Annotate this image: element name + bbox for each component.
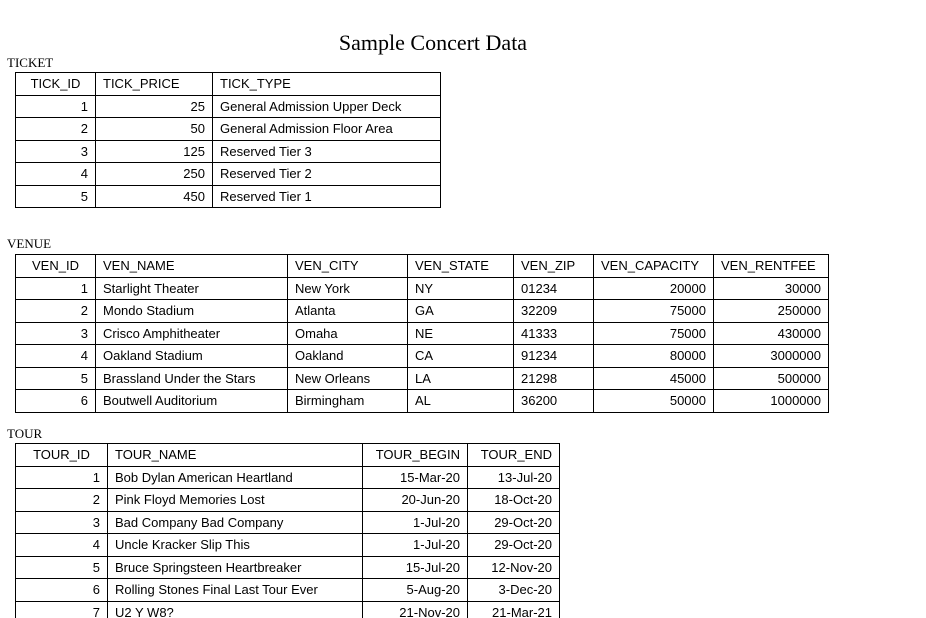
venue-cell: NE (408, 322, 514, 345)
tour-cell: 13-Jul-20 (468, 466, 560, 489)
tour-cell: 4 (16, 534, 108, 557)
ticket-cell: 4 (16, 163, 96, 186)
tour-cell: 3 (16, 511, 108, 534)
venue-cell: 32209 (514, 300, 594, 323)
venue-cell: 91234 (514, 345, 594, 368)
tour-table-label: TOUR (7, 426, 43, 441)
ticket-header-cell: TICK_PRICE (96, 73, 213, 96)
tour-cell: Bruce Springsteen Heartbreaker (108, 556, 363, 579)
venue-cell: Starlight Theater (96, 277, 288, 300)
tour-cell: 1 (16, 466, 108, 489)
venue-header-cell: VEN_NAME (96, 255, 288, 278)
tour-cell: 6 (16, 579, 108, 602)
tour-cell: 20-Jun-20 (363, 489, 468, 512)
table-row (16, 277, 829, 300)
tour-cell: 5 (16, 556, 108, 579)
venue-cell: 36200 (514, 390, 594, 413)
ticket-cell: Reserved Tier 1 (213, 185, 441, 208)
venue-cell: GA (408, 300, 514, 323)
venue-cell: 75000 (594, 300, 714, 323)
ticket-cell: Reserved Tier 3 (213, 140, 441, 163)
table-row (16, 390, 829, 413)
venue-cell: Atlanta (288, 300, 408, 323)
venue-cell: 1000000 (714, 390, 829, 413)
ticket-cell: 5 (16, 185, 96, 208)
ticket-cell: General Admission Upper Deck (213, 95, 441, 118)
venue-cell: 4 (16, 345, 96, 368)
venue-cell: 1 (16, 277, 96, 300)
ticket-cell: 25 (96, 95, 213, 118)
table-row (16, 163, 441, 186)
tour-cell: 21-Mar-21 (468, 601, 560, 618)
venue-cell: 430000 (714, 322, 829, 345)
venue-header-cell: VEN_RENTFEE (714, 255, 829, 278)
venue-cell: 41333 (514, 322, 594, 345)
venue-cell: Oakland (288, 345, 408, 368)
venue-cell: 2 (16, 300, 96, 323)
venue-cell: Birmingham (288, 390, 408, 413)
tour-header-row (16, 444, 560, 467)
table-row (16, 534, 560, 557)
table-row (16, 579, 560, 602)
venue-cell: 30000 (714, 277, 829, 300)
tour-cell: 21-Nov-20 (363, 601, 468, 618)
venue-cell: 45000 (594, 367, 714, 390)
venue-cell: 20000 (594, 277, 714, 300)
tour-cell: 3-Dec-20 (468, 579, 560, 602)
venue-cell: Omaha (288, 322, 408, 345)
ticket-cell: Reserved Tier 2 (213, 163, 441, 186)
tour-cell: Uncle Kracker Slip This (108, 534, 363, 557)
tour-cell: 15-Jul-20 (363, 556, 468, 579)
venue-cell: CA (408, 345, 514, 368)
tour-cell: 15-Mar-20 (363, 466, 468, 489)
table-row (16, 601, 560, 618)
venue-cell: Oakland Stadium (96, 345, 288, 368)
venue-cell: 500000 (714, 367, 829, 390)
tour-header-cell: TOUR_NAME (108, 444, 363, 467)
table-row (16, 345, 829, 368)
venue-header-cell: VEN_CAPACITY (594, 255, 714, 278)
ticket-cell: 3 (16, 140, 96, 163)
venue-header-cell: VEN_ID (16, 255, 96, 278)
ticket-cell: 2 (16, 118, 96, 141)
venue-header-row (16, 255, 829, 278)
venue-cell: 6 (16, 390, 96, 413)
venue-cell: AL (408, 390, 514, 413)
tour-cell: 12-Nov-20 (468, 556, 560, 579)
venue-header-cell: VEN_ZIP (514, 255, 594, 278)
table-row (16, 466, 560, 489)
tour-cell: Bob Dylan American Heartland (108, 466, 363, 489)
venue-cell: 5 (16, 367, 96, 390)
table-row (16, 185, 441, 208)
venue-cell: LA (408, 367, 514, 390)
venue-cell: 3 (16, 322, 96, 345)
venue-cell: 21298 (514, 367, 594, 390)
tour-cell: Pink Floyd Memories Lost (108, 489, 363, 512)
venue-cell: 01234 (514, 277, 594, 300)
venue-cell: Mondo Stadium (96, 300, 288, 323)
ticket-cell: 450 (96, 185, 213, 208)
venue-cell: 250000 (714, 300, 829, 323)
tour-cell: 7 (16, 601, 108, 618)
ticket-header-row (16, 73, 441, 96)
venue-cell: New Orleans (288, 367, 408, 390)
tour-cell: Rolling Stones Final Last Tour Ever (108, 579, 363, 602)
tour-header-cell: TOUR_END (468, 444, 560, 467)
tour-cell: Bad Company Bad Company (108, 511, 363, 534)
ticket-cell: General Admission Floor Area (213, 118, 441, 141)
venue-cell: NY (408, 277, 514, 300)
ticket-header-cell: TICK_TYPE (213, 73, 441, 96)
venue-cell: Boutwell Auditorium (96, 390, 288, 413)
venue-header-cell: VEN_CITY (288, 255, 408, 278)
ticket-cell: 1 (16, 95, 96, 118)
table-row (16, 556, 560, 579)
table-row (16, 118, 441, 141)
ticket-table-label: TICKET (7, 55, 54, 70)
ticket-header-cell: TICK_ID (16, 73, 96, 96)
table-row (16, 367, 829, 390)
ticket-cell: 50 (96, 118, 213, 141)
venue-table (15, 254, 829, 413)
table-row (16, 300, 829, 323)
venue-cell: New York (288, 277, 408, 300)
table-row (16, 511, 560, 534)
ticket-cell: 250 (96, 163, 213, 186)
venue-cell: 75000 (594, 322, 714, 345)
table-row (16, 95, 441, 118)
tour-header-cell: TOUR_ID (16, 444, 108, 467)
venue-cell: 80000 (594, 345, 714, 368)
tour-table (15, 443, 560, 618)
ticket-cell: 125 (96, 140, 213, 163)
tour-header-cell: TOUR_BEGIN (363, 444, 468, 467)
venue-header-cell: VEN_STATE (408, 255, 514, 278)
venue-table-label: VENUE (7, 236, 52, 251)
table-row (16, 140, 441, 163)
venue-cell: 50000 (594, 390, 714, 413)
table-row (16, 489, 560, 512)
venue-cell: Brassland Under the Stars (96, 367, 288, 390)
tour-cell: 1-Jul-20 (363, 511, 468, 534)
tour-cell: 29-Oct-20 (468, 511, 560, 534)
venue-cell: 3000000 (714, 345, 829, 368)
venue-cell: Crisco Amphitheater (96, 322, 288, 345)
tour-cell: U2 Y W8? (108, 601, 363, 618)
table-row (16, 322, 829, 345)
tour-cell: 1-Jul-20 (363, 534, 468, 557)
ticket-table (15, 72, 441, 208)
tour-cell: 2 (16, 489, 108, 512)
page-title: Sample Concert Data (338, 30, 528, 55)
tour-cell: 18-Oct-20 (468, 489, 560, 512)
tour-cell: 5-Aug-20 (363, 579, 468, 602)
tour-cell: 29-Oct-20 (468, 534, 560, 557)
